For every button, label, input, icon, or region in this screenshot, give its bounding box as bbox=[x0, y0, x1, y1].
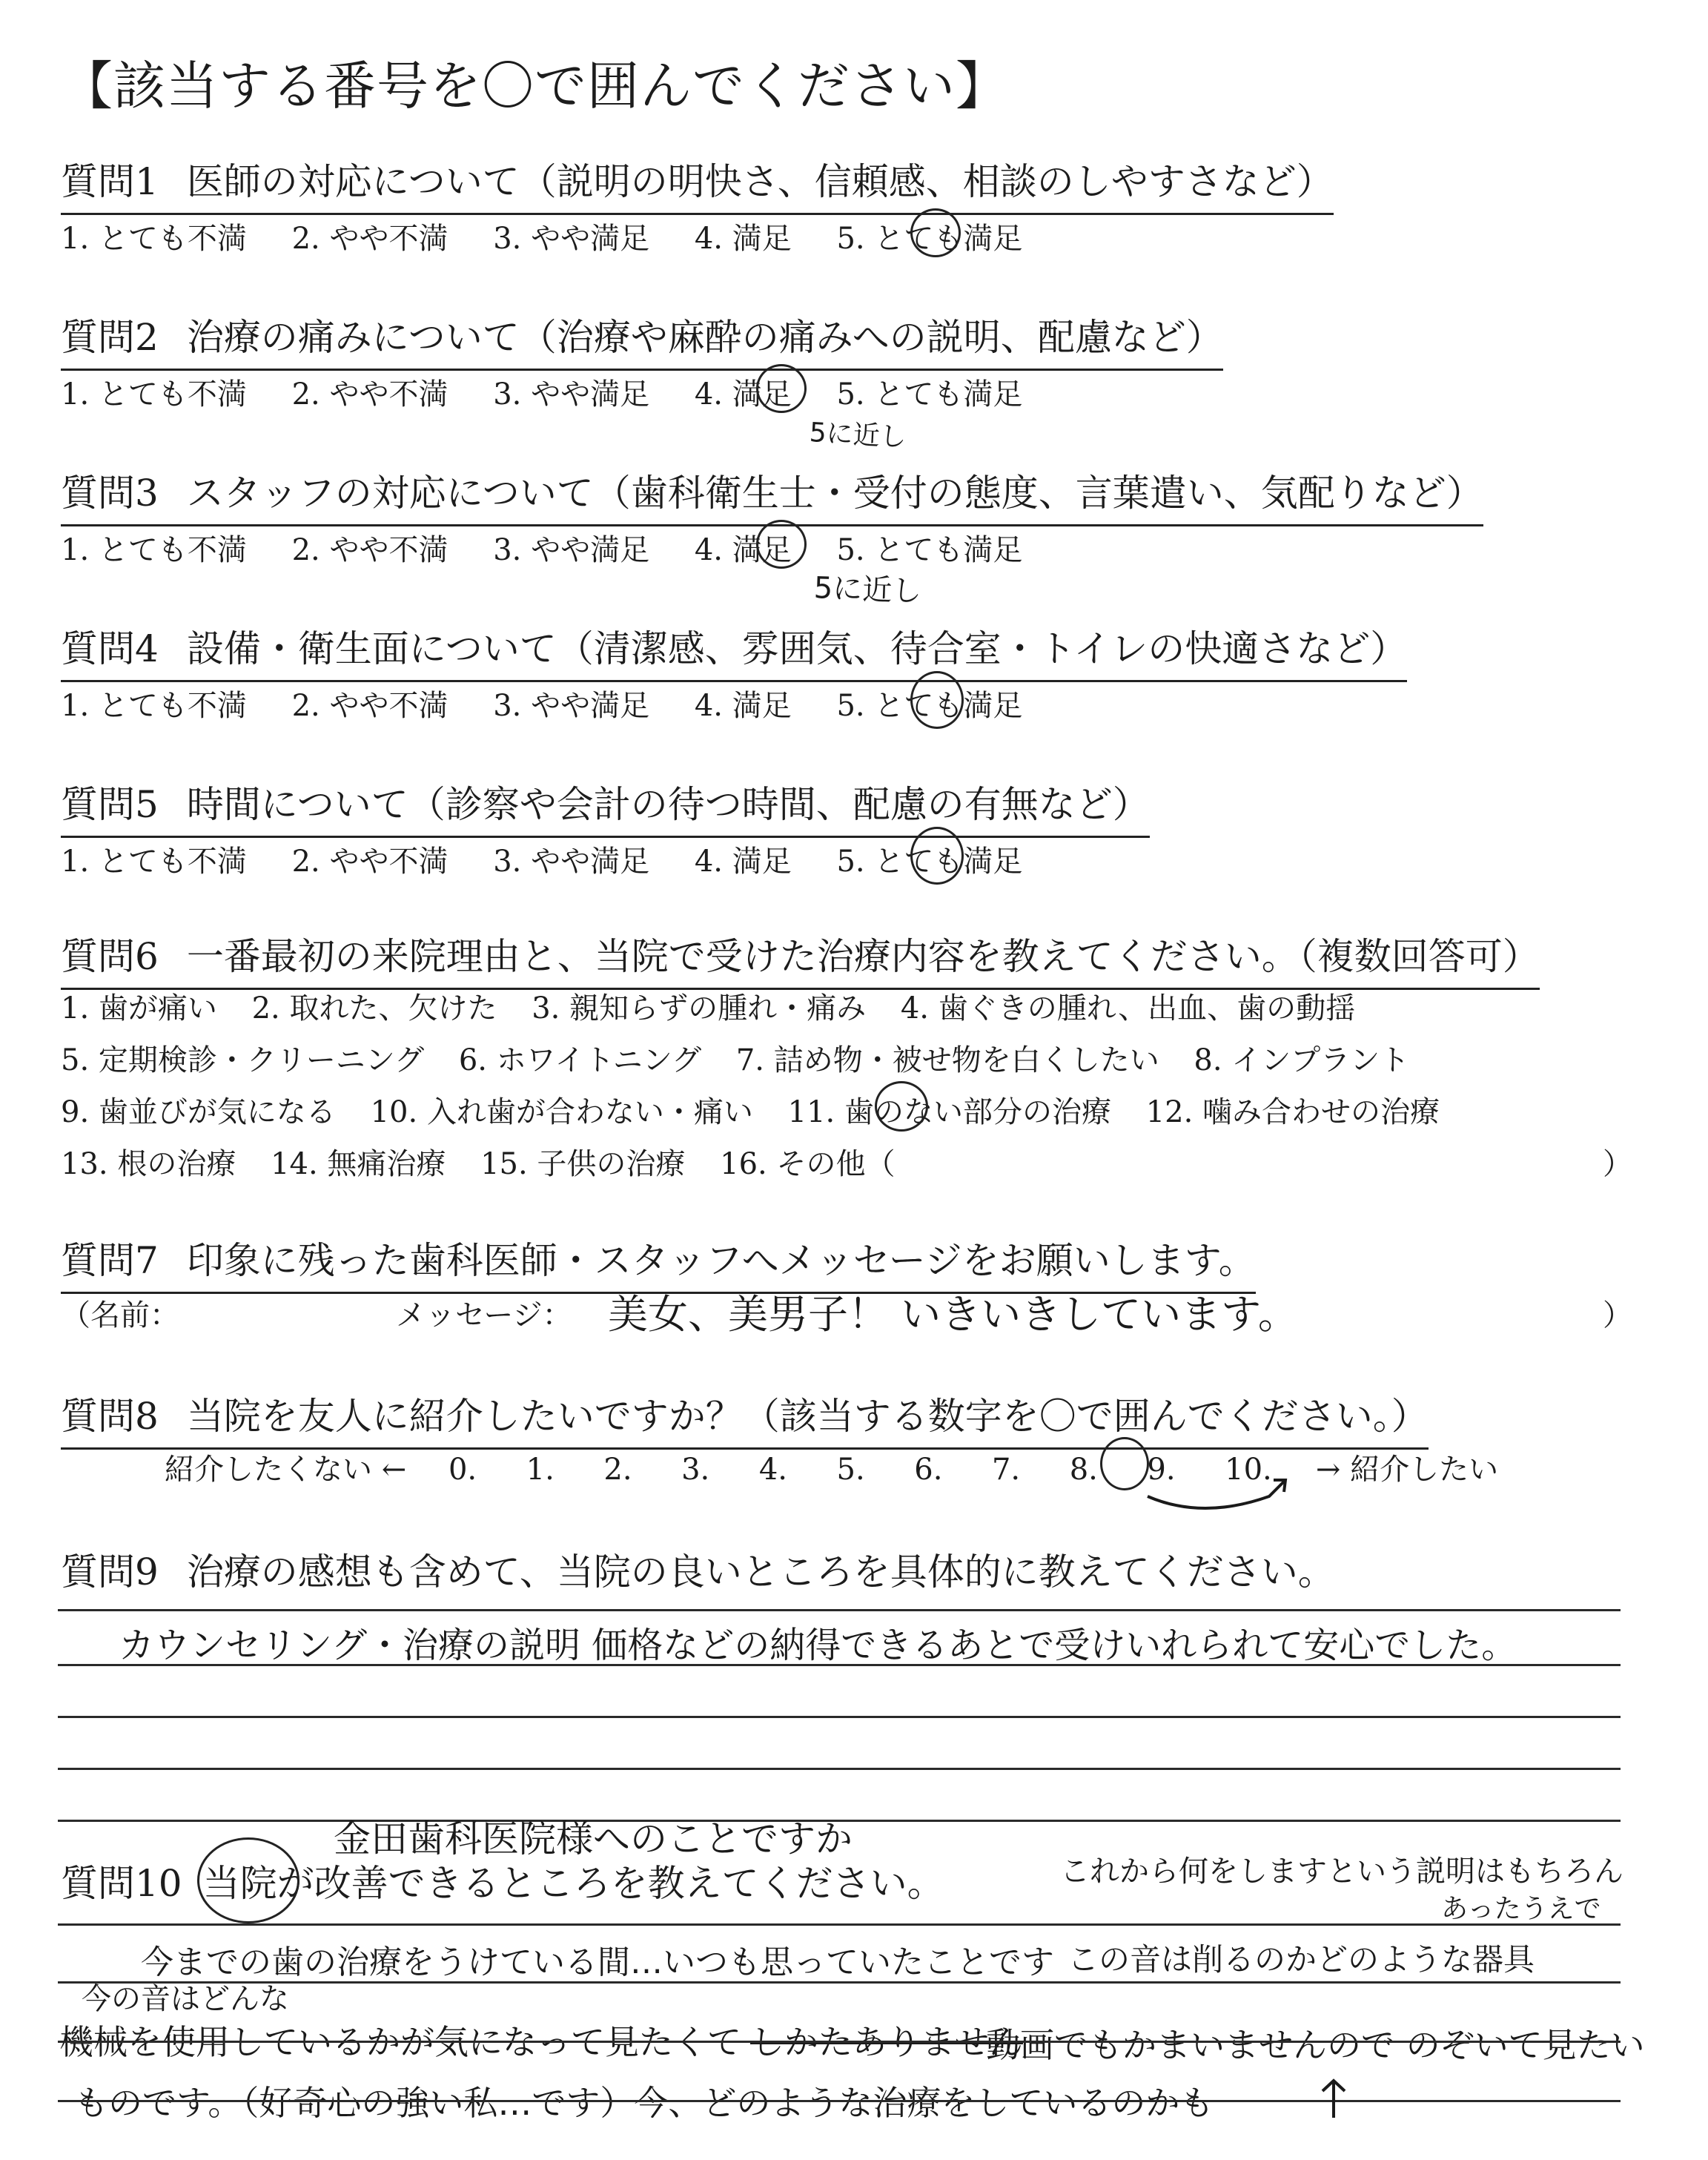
option-3[interactable]: 3. やや満足 bbox=[493, 222, 650, 256]
handwritten-line: 動画でもかまいませんので のぞいて見たい bbox=[986, 2025, 1645, 2065]
answer-line bbox=[58, 1768, 1621, 1770]
message-close-paren: ） bbox=[1603, 1298, 1632, 1332]
struck-text: しかたありません bbox=[750, 2022, 1023, 2062]
question-1-number: 質問1 bbox=[61, 160, 159, 203]
up-arrow-icon bbox=[1315, 2076, 1352, 2121]
answer-line bbox=[58, 2041, 1621, 2043]
question-2-number: 質問2 bbox=[61, 316, 159, 359]
name-label: （名前： bbox=[61, 1298, 179, 1332]
question-4 bbox=[61, 619, 1655, 723]
question-6 bbox=[61, 927, 1655, 1186]
option-4[interactable]: 4. 満足 bbox=[694, 222, 792, 256]
question-6-number: 質問6 bbox=[61, 935, 159, 978]
page-heading: 【該当する番号を〇で囲んでください】 bbox=[61, 56, 1008, 116]
other-close-paren: ） bbox=[1603, 1147, 1632, 1181]
question-5-text: 時間について（診察や会計の待つ時間、配慮の有無など） bbox=[186, 783, 1150, 826]
question-5-title bbox=[61, 775, 1150, 838]
question-9-text: 治療の感想も含めて、当院の良いところを具体的に教えてください。 bbox=[186, 1550, 1335, 1593]
answer-line bbox=[58, 1716, 1621, 1718]
question-8 bbox=[61, 1387, 1655, 1505]
option-4[interactable]: 4. 満足 bbox=[694, 845, 792, 879]
option-5[interactable]: 5. とても満足 bbox=[836, 377, 1023, 412]
handwritten-answer: カウンセリング・治療の説明 価格などの納得できるあとで受けいれられて安心でした。 bbox=[119, 1625, 1517, 1666]
scale-option[interactable]: 2. bbox=[603, 1453, 632, 1487]
question-3 bbox=[61, 463, 1655, 612]
question-5-number: 質問5 bbox=[61, 783, 159, 826]
handwritten-message: 美女、美男子！ いきいきしています。 bbox=[608, 1291, 1298, 1338]
question-10-text: 当院が改善できるところを教えてください。 bbox=[202, 1862, 944, 1905]
handwritten-text: 機械を使用しているかが気になって見たくて bbox=[59, 2022, 741, 2062]
scale-option[interactable]: 5. bbox=[836, 1453, 865, 1487]
handwritten-note-right: これから何をしますという説明はもちろん bbox=[1060, 1855, 1623, 1889]
handwritten-line bbox=[59, 2015, 1023, 2064]
message-label: メッセージ： bbox=[396, 1298, 572, 1332]
handwritten-line: 今までの歯の治療をうけている間…いつも思っていたことです bbox=[141, 1943, 1054, 1981]
reason-option[interactable]: 12. 噛み合わせの治療 bbox=[1145, 1095, 1440, 1129]
answer-circle bbox=[910, 208, 961, 257]
option-4[interactable]: 4. 満足 bbox=[694, 533, 792, 567]
question-1-text: 医師の対応について（説明の明快さ、信頼感、相談のしやすさなど） bbox=[186, 160, 1334, 203]
scale-option[interactable]: 6. bbox=[914, 1453, 943, 1487]
reason-option[interactable]: 13. 根の治療 bbox=[61, 1147, 236, 1181]
reason-option[interactable]: 15. 子供の治療 bbox=[480, 1147, 686, 1181]
answer-line bbox=[58, 1981, 1621, 1984]
scale-option[interactable]: 9. bbox=[1147, 1453, 1176, 1487]
question-1-title bbox=[61, 152, 1334, 215]
handwritten-line: この音は削るのかどのような器具 bbox=[1068, 1941, 1535, 1978]
question-7-text: 印象に残った歯科医師・スタッフへメッセージをお願いします。 bbox=[186, 1239, 1256, 1282]
reason-option[interactable]: 3. 親知らずの腫れ・痛み bbox=[532, 991, 867, 1025]
option-1[interactable]: 1. とても不満 bbox=[61, 689, 247, 723]
question-6-row-3 bbox=[61, 1089, 1465, 1131]
question-10-title bbox=[61, 1854, 944, 1907]
question-6-row-4 bbox=[61, 1140, 920, 1183]
question-2-options bbox=[61, 371, 1058, 413]
reason-option[interactable]: 11. 歯のない部分の治療 bbox=[787, 1095, 1111, 1129]
reason-option[interactable]: 2. 取れた、欠けた bbox=[251, 991, 497, 1025]
option-4[interactable]: 4. 満足 bbox=[694, 689, 792, 723]
reason-option[interactable]: 4. 歯ぐきの腫れ、出血、歯の動揺 bbox=[900, 991, 1356, 1025]
answer-line bbox=[58, 1923, 1621, 1926]
option-2[interactable]: 2. やや不満 bbox=[291, 845, 448, 879]
reason-option[interactable]: 1. 歯が痛い bbox=[61, 991, 217, 1025]
answer-circle bbox=[875, 1081, 928, 1132]
reason-option[interactable]: 8. インプラント bbox=[1194, 1043, 1410, 1077]
option-2[interactable]: 2. やや不満 bbox=[291, 222, 448, 256]
option-4[interactable]: 4. 満足 bbox=[694, 377, 792, 412]
question-8-number: 質問8 bbox=[61, 1395, 159, 1438]
answer-circle bbox=[197, 1837, 299, 1923]
scale-option[interactable]: 3. bbox=[681, 1453, 710, 1487]
scale-right-label: → 紹介したい bbox=[1315, 1453, 1499, 1487]
reason-option[interactable]: 16. その他（ bbox=[720, 1147, 896, 1181]
question-9-title bbox=[61, 1542, 1335, 1596]
option-5[interactable]: 5. とても満足 bbox=[836, 533, 1023, 567]
question-3-number: 質問3 bbox=[61, 472, 159, 515]
question-5 bbox=[61, 775, 1655, 879]
scale-option[interactable]: 7. bbox=[991, 1453, 1021, 1487]
question-4-options bbox=[61, 682, 1058, 724]
option-2[interactable]: 2. やや不満 bbox=[291, 377, 448, 412]
question-6-text: 一番最初の来院理由と、当院で受けた治療内容を教えてください。（複数回答可） bbox=[186, 935, 1540, 978]
answer-circle bbox=[756, 364, 807, 413]
option-1[interactable]: 1. とても不満 bbox=[61, 222, 247, 256]
question-6-title bbox=[61, 927, 1540, 990]
scale-option[interactable]: 8. bbox=[1069, 1453, 1098, 1487]
answer-circle bbox=[1100, 1437, 1149, 1490]
answer-line bbox=[58, 1664, 1621, 1666]
question-4-title bbox=[61, 619, 1407, 682]
question-1-options bbox=[61, 215, 1058, 257]
answer-circle bbox=[910, 671, 964, 729]
question-9 bbox=[61, 1542, 1655, 1602]
scale-option[interactable]: 1. bbox=[526, 1453, 555, 1487]
question-6-row-2 bbox=[61, 1037, 1434, 1079]
question-7 bbox=[61, 1231, 1655, 1350]
question-2 bbox=[61, 308, 1655, 456]
answer-line bbox=[58, 1609, 1621, 1611]
option-2[interactable]: 2. やや不満 bbox=[291, 533, 448, 567]
question-2-text: 治療の痛みについて（治療や麻酔の痛みへの説明、配慮など） bbox=[186, 316, 1223, 359]
reason-option[interactable]: 10. 入れ歯が合わない・痛い bbox=[370, 1095, 753, 1129]
option-1[interactable]: 1. とても不満 bbox=[61, 533, 247, 567]
question-8-title bbox=[61, 1387, 1429, 1450]
arrow-icon bbox=[1143, 1467, 1306, 1526]
question-1 bbox=[61, 152, 1655, 256]
option-1[interactable]: 1. とても不満 bbox=[61, 845, 247, 879]
reason-option[interactable]: 9. 歯並びが気になる bbox=[61, 1095, 336, 1129]
handwritten-note: 5に近し bbox=[808, 417, 907, 453]
reason-option[interactable]: 14. 無痛治療 bbox=[271, 1147, 446, 1181]
question-3-title bbox=[61, 463, 1483, 526]
scale-option[interactable]: 4. bbox=[758, 1453, 787, 1487]
question-8-text: 当院を友人に紹介したいですか？（該当する数字を〇で囲んでください。） bbox=[186, 1395, 1429, 1438]
handwritten-note-right: あったうえで bbox=[1441, 1894, 1601, 1924]
answer-circle bbox=[910, 827, 964, 885]
question-5-options bbox=[61, 838, 1058, 880]
question-7-number: 質問7 bbox=[61, 1239, 159, 1282]
answer-circle bbox=[756, 520, 807, 569]
option-3[interactable]: 3. やや満足 bbox=[493, 845, 650, 879]
reason-option[interactable]: 7. 詰め物・被せ物を白くしたい bbox=[735, 1043, 1159, 1077]
question-3-options bbox=[61, 526, 1058, 569]
reason-option[interactable]: 6. ホワイトニング bbox=[458, 1043, 702, 1077]
handwritten-line: ものです。（好奇心の強い私…です）今、どのような治療をしているのかも bbox=[74, 2083, 1214, 2123]
question-10-number: 質問10 bbox=[61, 1862, 182, 1905]
handwritten-note-above: 金田歯科医院様へのことですか bbox=[334, 1817, 853, 1860]
handwritten-note: 5に近し bbox=[813, 571, 923, 610]
question-2-title bbox=[61, 308, 1223, 371]
option-3[interactable]: 3. やや満足 bbox=[493, 689, 650, 723]
option-5[interactable]: 5. とても満足 bbox=[836, 222, 1023, 256]
question-3-text: スタッフの対応について（歯科衛生士・受付の態度、言葉遣い、気配りなど） bbox=[186, 472, 1483, 515]
handwritten-prefix: 今の音はどんな bbox=[82, 1982, 289, 2016]
question-4-text: 設備・衛生面について（清潔感、雰囲気、待合室・トイレの快適さなど） bbox=[186, 627, 1408, 670]
option-5[interactable]: 5. とても満足 bbox=[836, 689, 1023, 723]
option-2[interactable]: 2. やや不満 bbox=[291, 689, 448, 723]
question-4-number: 質問4 bbox=[61, 627, 159, 670]
scale-option[interactable]: 10. bbox=[1225, 1453, 1272, 1487]
option-3[interactable]: 3. やや満足 bbox=[493, 377, 650, 412]
scale-option[interactable]: 0. bbox=[448, 1453, 477, 1487]
option-3[interactable]: 3. やや満足 bbox=[493, 533, 650, 567]
option-5[interactable]: 5. とても満足 bbox=[836, 845, 1023, 879]
answer-line bbox=[58, 2100, 1621, 2102]
reason-option[interactable]: 5. 定期検診・クリーニング bbox=[61, 1043, 425, 1077]
option-1[interactable]: 1. とても不満 bbox=[61, 377, 247, 412]
question-9-number: 質問9 bbox=[61, 1550, 159, 1593]
scale-left-label: 紹介したくない ← bbox=[165, 1453, 407, 1487]
question-6-row-1 bbox=[61, 985, 1380, 1027]
